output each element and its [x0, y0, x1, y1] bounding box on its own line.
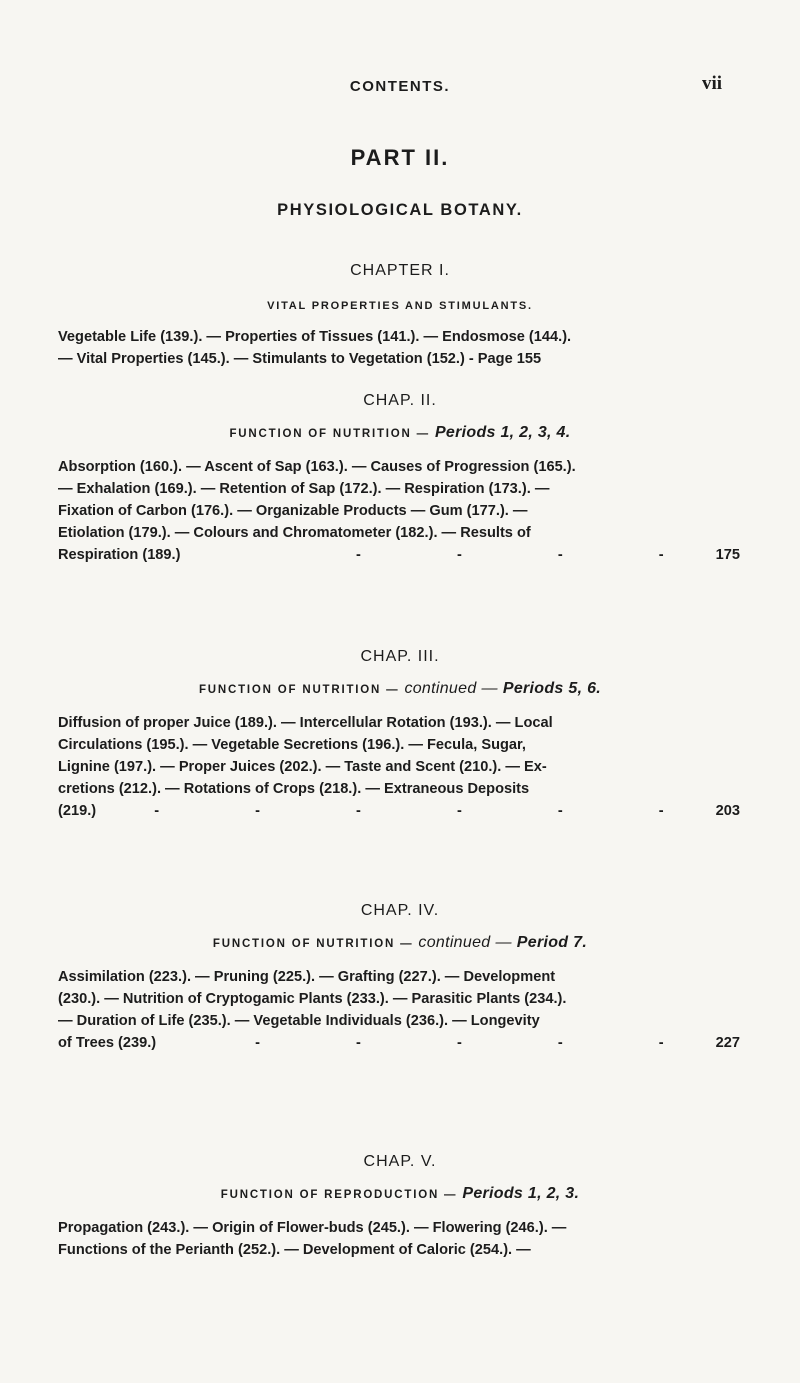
page-reference: 203: [715, 803, 740, 819]
chapter-contents: [58, 456, 740, 566]
subheading-continued: continued: [404, 680, 477, 697]
contents-line: Assimilation (223.). — Pruning (225.). — Grafting (227.). — Development: [58, 969, 556, 985]
part-subtitle: PHYSIOLOGICAL BOTANY.: [277, 201, 523, 219]
subheading-prefix: FUNCTION OF REPRODUCTION —: [220, 1189, 458, 1201]
subheading-periods: Periods 5, 6.: [502, 680, 602, 697]
contents-line: — Exhalation (169.). — Retention of Sap (172.). — Respiration (173.). —: [58, 481, 550, 497]
running-title: CONTENTS.: [349, 78, 451, 95]
chapter-subheading: [0, 424, 800, 442]
chapter-contents: [58, 326, 740, 370]
chapter-contents: [58, 1217, 740, 1261]
contents-line: Fixation of Carbon (176.). — Organizable Products — Gum (177.). —: [58, 503, 528, 519]
chapter-contents: [58, 712, 740, 822]
contents-line: Lignine (197.). — Proper Juices (202.). — Taste and Scent (210.). — Ex-: [58, 759, 547, 775]
contents-last-line: [58, 544, 740, 566]
contents-line: — Duration of Life (235.). — Vegetable Individuals (236.). — Longevity: [58, 1013, 540, 1029]
contents-line: Functions of the Perianth (252.). — Development of Caloric (254.). —: [58, 1242, 531, 1258]
contents-last-line: [58, 800, 740, 822]
contents-line: (219.): [58, 803, 97, 819]
page-reference: 227: [715, 1035, 740, 1051]
subheading-continued: continued: [418, 934, 491, 951]
chapter-heading: CHAP. III.: [360, 648, 440, 665]
subheading-periods: Period 7.: [516, 934, 588, 951]
chapter-subheading: [0, 934, 800, 952]
page-reference: 175: [715, 547, 740, 563]
contents-last-line: [58, 1032, 740, 1054]
chapter-heading: CHAP. V.: [363, 1153, 437, 1170]
subheading-dash: —: [481, 680, 498, 697]
chapter-contents: [58, 966, 740, 1054]
chapter-subheading: [0, 680, 800, 698]
subheading-prefix: FUNCTION OF NUTRITION —: [212, 938, 414, 950]
contents-line: Vegetable Life (139.). — Properties of Tissues (141.). — Endosmose (144.).: [58, 329, 572, 345]
contents-line: — Vital Properties (145.). — Stimulants to Vegetation (152.) - Page 155: [58, 351, 542, 367]
contents-line: Absorption (160.). — Ascent of Sap (163.). — Causes of Progression (165.).: [58, 459, 576, 475]
contents-line: Propagation (243.). — Origin of Flower-buds (245.). — Flowering (246.). —: [58, 1220, 567, 1236]
dot-leaders: - - - - - -: [154, 803, 710, 819]
dot-leaders: - - - -: [356, 547, 710, 563]
subheading-periods: Periods 1, 2, 3.: [462, 1185, 580, 1202]
chapter-heading: CHAP. IV.: [360, 902, 440, 919]
contents-line: Diffusion of proper Juice (189.). — Intercellular Rotation (193.). — Local: [58, 715, 553, 731]
subheading-prefix: FUNCTION OF NUTRITION —: [229, 428, 430, 440]
chapter-subheading: [0, 1185, 800, 1203]
contents-line: Circulations (195.). — Vegetable Secretions (196.). — Fecula, Sugar,: [58, 737, 526, 753]
subheading-prefix: FUNCTION OF NUTRITION —: [198, 684, 400, 696]
chapter-subheading: VITAL PROPERTIES AND STIMULANTS.: [267, 300, 533, 312]
part-title: PART II.: [350, 145, 450, 170]
contents-line: of Trees (239.): [58, 1035, 157, 1051]
chapter-heading: CHAPTER I.: [350, 262, 450, 279]
subheading-periods: Periods 1, 2, 3, 4.: [434, 424, 571, 441]
contents-line: Respiration (189.): [58, 547, 181, 563]
contents-line: Etiolation (179.). — Colours and Chromatometer (182.). — Results of: [58, 525, 531, 541]
page-number: vii: [701, 73, 722, 94]
chapter-heading: CHAP. II.: [363, 392, 437, 409]
subheading-dash: —: [495, 934, 512, 951]
contents-line: cretions (212.). — Rotations of Crops (218.). — Extraneous Deposits: [58, 781, 530, 797]
dot-leaders: - - - - -: [255, 1035, 710, 1051]
contents-line: (230.). — Nutrition of Cryptogamic Plants (233.). — Parasitic Plants (234.).: [58, 991, 567, 1007]
